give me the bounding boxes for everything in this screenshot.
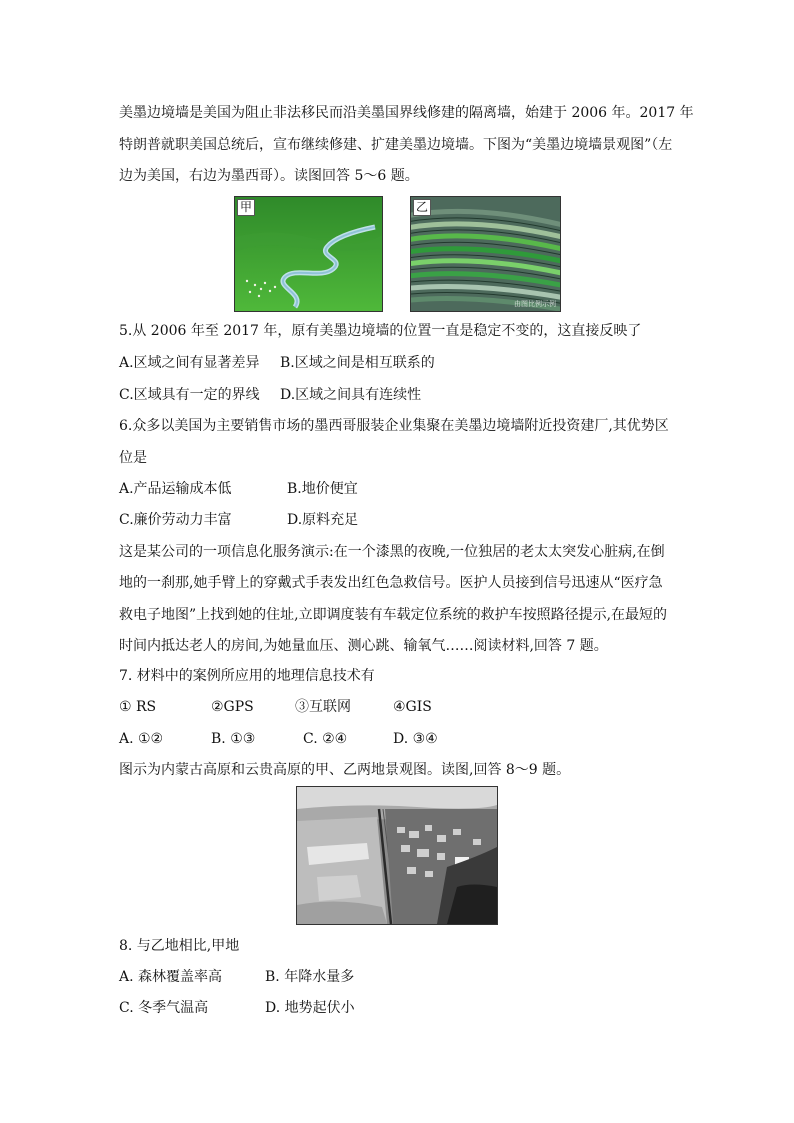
q5-option-c: C.区域具有一定的界线 <box>119 387 260 403</box>
q8-option-c: C. 冬季气温高 <box>119 1000 209 1016</box>
q5-stem: 5.从 2006 年至 2017 年，原有美墨边境墙的位置一直是稳定不变的，这直接反映了 <box>119 323 642 339</box>
intro1-line3: 边为美国，右边为墨西哥）。读图回答 5～6 题。 <box>119 168 419 184</box>
q6-stem-line1: 6.众多以美国为主要销售市场的墨西哥服装企业集聚在美墨边境墙附近投资建厂,其优势区 <box>119 418 669 434</box>
intro1-line2: 特朗普就职美国总统后，宣布继续修建、扩建美墨边境墙。下图为“美墨边境墙景观图”（左 <box>119 137 673 153</box>
q5-option-d: D.区域之间具有连续性 <box>280 387 422 403</box>
q6-option-c: C.廉价劳动力丰富 <box>119 512 232 528</box>
q6-stem-line2: 位是 <box>119 450 147 466</box>
q7-item-1: ① RS <box>119 699 157 715</box>
q6-option-a: A.产品运输成本低 <box>119 481 232 497</box>
q7-option-a: A. ①② <box>119 731 164 747</box>
photo-label-jia: 甲 <box>237 199 255 216</box>
intro2-line2: 地的一刹那,她手臂上的穿戴式手表发出红色急救信号。医护人员接到信号迅速从“医疗急 <box>119 575 663 591</box>
q8-option-a: A. 森林覆盖率高 <box>119 969 223 985</box>
intro2-line4: 时间内抵达老人的房间,为她量血压、测心跳、输氧气……阅读材料,回答 7 题。 <box>119 638 608 654</box>
photo-label-yi: 乙 <box>413 199 431 216</box>
photo-watermark: 由图比例示例 <box>514 300 556 308</box>
grassland-photo <box>234 196 383 312</box>
intro1-line1: 美墨边境墙是美国为阻止非法移民而沿美墨国界线修建的隔离墙，始建于 2006 年。2017 年 <box>119 105 694 121</box>
q6-option-d: D.原料充足 <box>287 512 359 528</box>
intro2-line1: 这是某公司的一项信息化服务演示:在一个漆黑的夜晚,一位独居的老太太突发心脏病,在倒 <box>119 544 665 560</box>
q8-option-b: B. 年降水量多 <box>265 969 355 985</box>
q8-option-d: D. 地势起伏小 <box>265 1000 355 1016</box>
border-wall-photo <box>296 786 498 925</box>
q6-option-b: B.地价便宜 <box>287 481 358 497</box>
q5-option-a: A.区域之间有显著差异 <box>119 355 260 371</box>
q8-stem: 8. 与乙地相比,甲地 <box>119 938 240 954</box>
q7-item-3: ③互联网 <box>295 699 351 715</box>
q7-item-4: ④GIS <box>393 699 432 715</box>
q7-option-c: C. ②④ <box>303 731 348 747</box>
intro2-line3: 救电子地图”上找到她的住址,立即调度装有车载定位系统的救护车按照路径提示,在最短的 <box>119 607 668 623</box>
q7-option-b: B. ①③ <box>211 731 256 747</box>
intro3-line1: 图示为内蒙古高原和云贵高原的甲、乙两地景观图。读图,回答 8～9 题。 <box>119 762 571 778</box>
terraces-photo <box>410 196 561 312</box>
q7-option-d: D. ③④ <box>393 731 438 747</box>
q5-option-b: B.区域之间是相互联系的 <box>280 355 435 371</box>
q7-item-2: ②GPS <box>211 699 254 715</box>
q7-stem: 7. 材料中的案例所应用的地理信息技术有 <box>119 668 375 684</box>
